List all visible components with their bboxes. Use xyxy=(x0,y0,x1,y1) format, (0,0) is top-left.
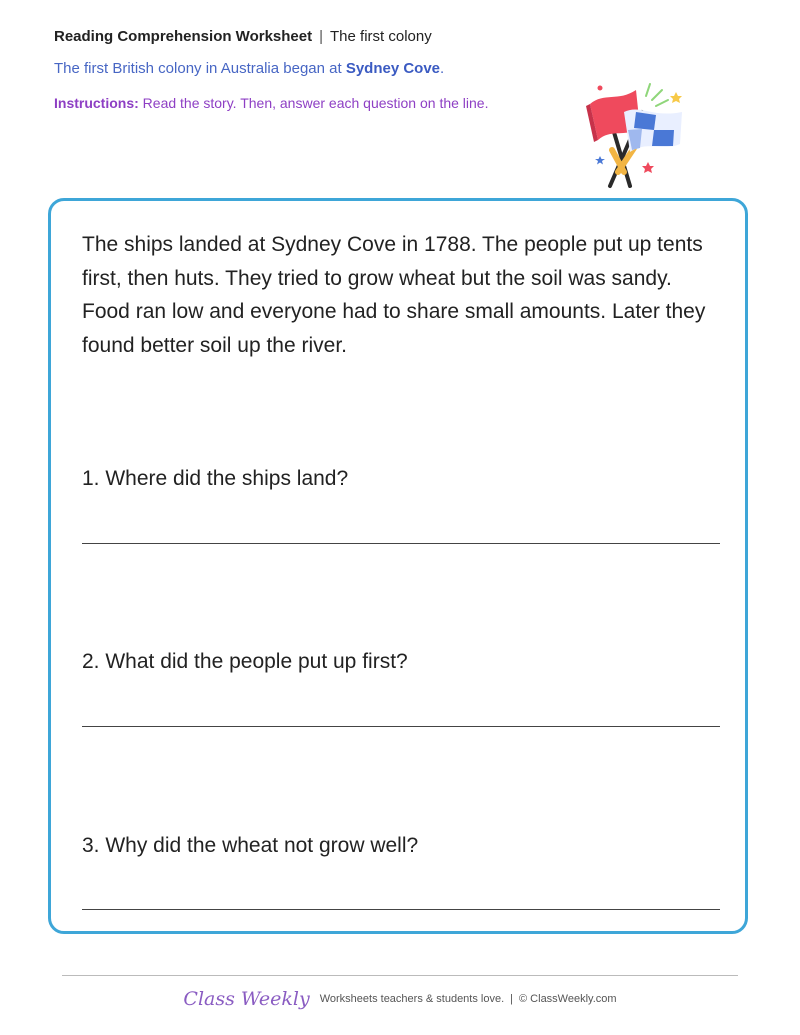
question-1: 1. Where did the ships land? xyxy=(82,467,349,490)
instructions xyxy=(54,93,494,114)
footer xyxy=(0,988,800,1010)
subtitle-text: The first British colony in Australia began at xyxy=(54,60,346,77)
answer-line-3[interactable] xyxy=(82,909,720,910)
footer-tagline: Worksheets teachers & students love. xyxy=(319,993,505,1005)
worksheet-type: Reading Comprehension Worksheet xyxy=(54,28,313,45)
instructions-label: Instructions: xyxy=(54,95,139,111)
header-separator: | xyxy=(319,28,324,45)
answer-line-1[interactable] xyxy=(82,543,720,544)
story-text: The ships landed at Sydney Cove in 1788. The people put up tents first, then huts. They tried to grow wheat but the soil was sandy. Food ran low and everyone had to share small amounts. Later they found better soil up the river. xyxy=(82,233,706,357)
subtitle-end: . xyxy=(440,60,445,77)
footer-copyright: © ClassWeekly.com xyxy=(519,993,617,1005)
crossed-flags-celebration-icon xyxy=(578,82,688,192)
worksheet-topic: The first colony xyxy=(330,28,432,45)
question-2: 2. What did the people put up first? xyxy=(82,650,408,673)
footer-divider xyxy=(62,975,738,976)
question-3: 3. Why did the wheat not grow well? xyxy=(82,834,419,857)
worksheet-subtitle xyxy=(54,60,444,77)
subtitle-highlight: Sydney Cove xyxy=(345,60,441,77)
brand-logo: Class Weekly xyxy=(183,988,310,1010)
worksheet-header xyxy=(54,28,432,45)
instructions-text: Read the story. Then, answer each question on the line. xyxy=(138,95,489,111)
answer-line-2[interactable] xyxy=(82,726,720,727)
footer-separator: | xyxy=(510,993,514,1005)
worksheet-card xyxy=(48,198,748,934)
